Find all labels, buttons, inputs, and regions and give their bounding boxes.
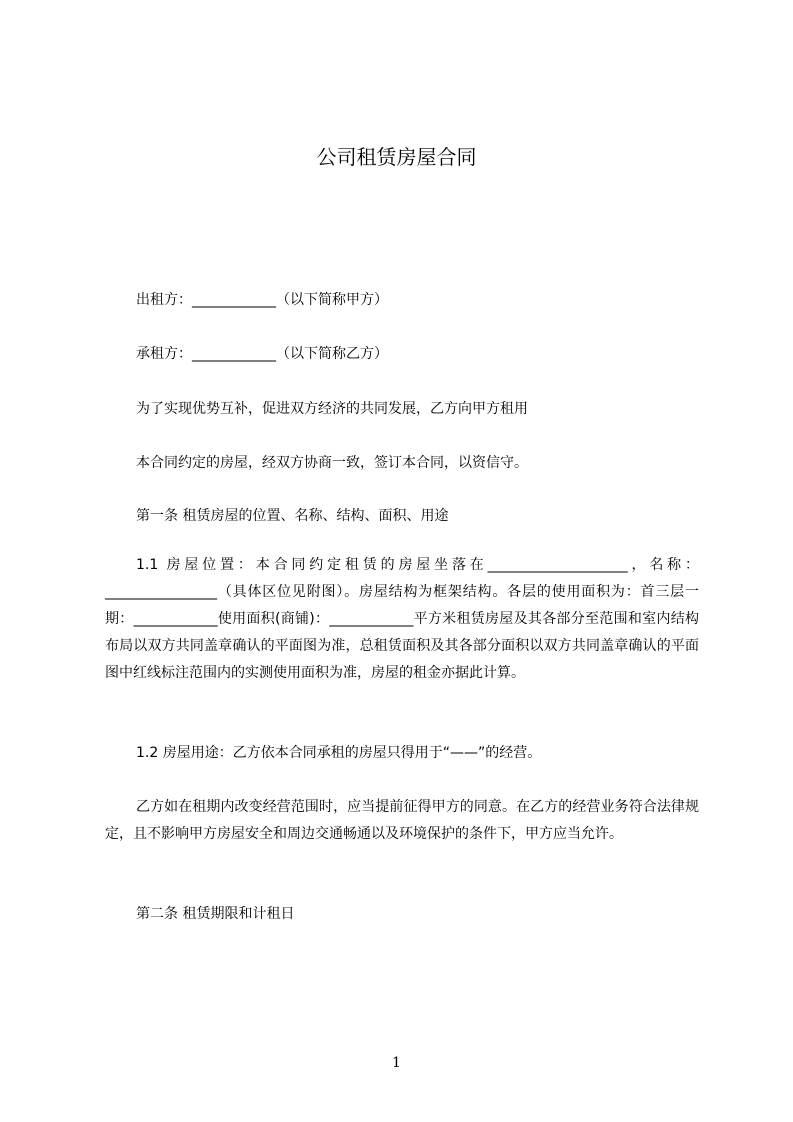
article-2-heading: 第二条 租赁期限和计租日 <box>136 906 295 922</box>
lessor-line: 出租方：____________（以下简称甲方） <box>136 292 388 308</box>
article-1-heading: 第一条 租赁房屋的位置、名称、结构、面积、用途 <box>136 508 449 524</box>
lessee-line: 承租方：____________（以下简称乙方） <box>136 346 388 362</box>
clause-1-2: 1.2 房屋用途：乙方依本合同承租的房屋只得用于“——”的经营。 <box>136 745 542 761</box>
document-title: 公司租赁房屋合同 <box>316 145 477 169</box>
clause-1-1: 1.1 房屋位置：本合同约定租赁的房屋坐落在____________________，名称：________________（具体区位见附图）。房屋结构为框架结构。各层的使用面积为：首三层一期：____________使用面积(商铺)：____________平方米租赁房屋及其各部分至范围和室内结构布局以双方共同盖章确认的平面图为准，总租赁面积及其各部分面积以双方共同盖章确认的平面图中红线标注范围内的实测使用面积为准，房屋的租金亦据此计算。 <box>105 557 699 681</box>
intro-line-1: 为了实现优势互补，促进双方经济的共同发展，乙方向甲方租用 <box>136 401 528 417</box>
clause-1-2-change: 乙方如在租期内改变经营范围时，应当提前征得甲方的同意。在乙方的经营业务符合法律规定，且不影响甲方房屋安全和周边交通畅通以及环境保护的条件下，甲方应当允许。 <box>105 799 699 842</box>
page-number: 1 <box>392 1055 401 1071</box>
intro-line-2: 本合同约定的房屋，经双方协商一致，签订本合同，以资信守。 <box>136 455 528 471</box>
